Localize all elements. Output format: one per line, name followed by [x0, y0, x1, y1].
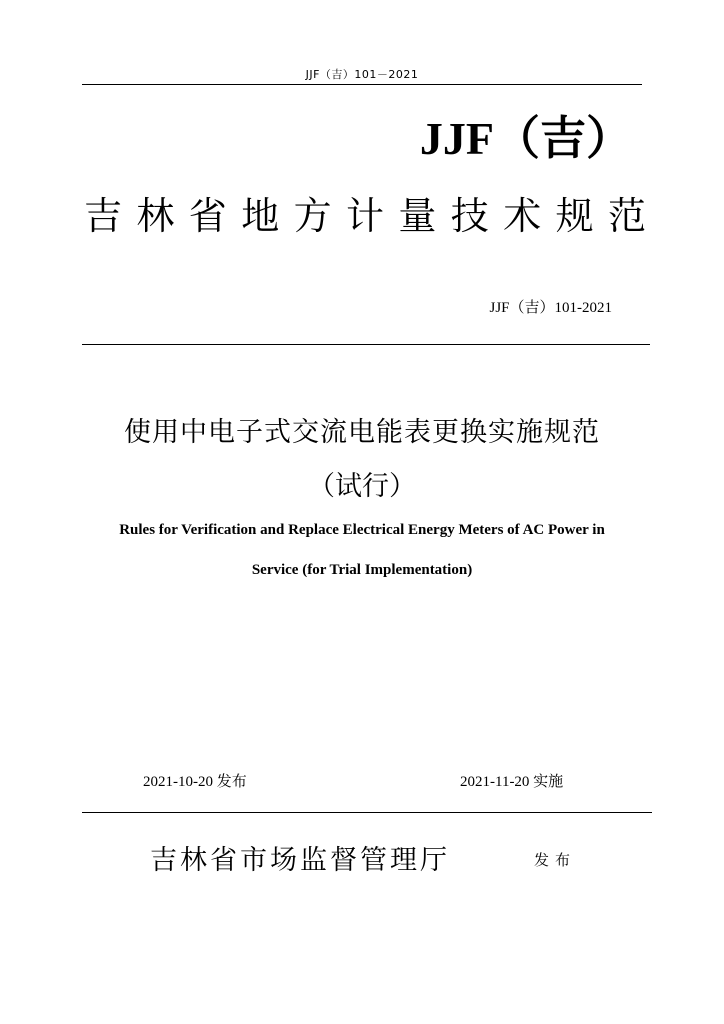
- issue-date: 2021-10-20 发布: [143, 774, 247, 790]
- issuing-authority: 吉林省市场监督管理厅: [150, 845, 450, 876]
- issue-label: 发布: [534, 851, 577, 869]
- header-divider: [82, 84, 642, 85]
- document-number: JJF（吉）101-2021: [489, 300, 612, 316]
- title-divider: [82, 344, 650, 345]
- document-title-chinese: 使用中电子式交流电能表更换实施规范: [124, 417, 600, 448]
- document-class-title: 吉林省地方计量技术规范: [84, 194, 646, 238]
- header-standard-code: JJF（吉）101－2021: [305, 68, 419, 81]
- document-title-subtitle: （试行）: [308, 471, 416, 502]
- document-title-english-line-1: Rules for Verification and Replace Electrical Energy Meters of AC Power in: [119, 522, 605, 538]
- series-mark: JJF（吉）: [419, 113, 632, 164]
- document-title-english-line-2: Service (for Trial Implementation): [251, 562, 473, 578]
- implementation-date: 2021-11-20 实施: [460, 774, 564, 790]
- footer-divider: [82, 812, 652, 813]
